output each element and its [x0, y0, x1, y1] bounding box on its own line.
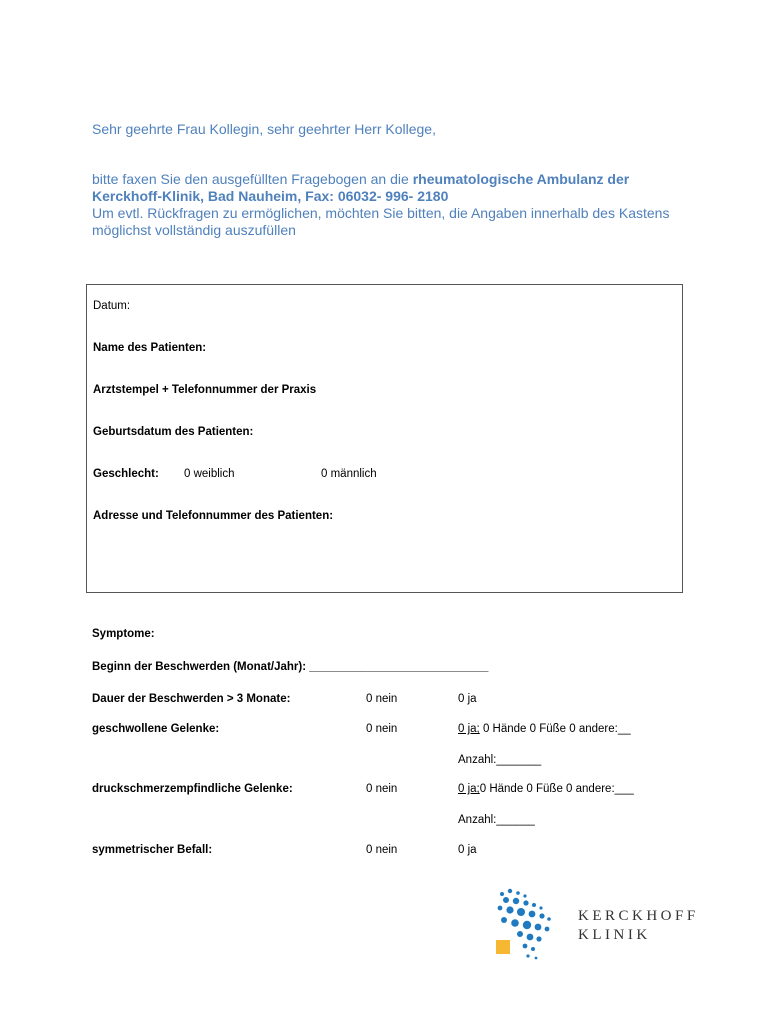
logo-dots-icon: [492, 886, 572, 966]
geschwollen-ja[interactable]: 0 ja;: [458, 723, 480, 735]
arztstempel-label: Arztstempel + Telefonnummer der Praxis: [93, 384, 317, 396]
druckschmerz-ja-row: [458, 783, 634, 795]
druckschmerz-nein[interactable]: 0 nein: [366, 783, 398, 795]
symptome-heading: Symptome:: [92, 628, 155, 640]
geschlecht-label: Geschlecht:: [93, 468, 159, 480]
druckschmerz-label: druckschmerzempfindliche Gelenke:: [92, 783, 293, 795]
option-maennlich[interactable]: 0 männlich: [321, 468, 377, 480]
salutation: Sehr geehrte Frau Kollegin, sehr geehrter Herr Kollege,: [92, 121, 436, 137]
symmetrisch-label: symmetrischer Befall:: [92, 844, 213, 856]
option-weiblich[interactable]: 0 weiblich: [184, 468, 235, 480]
geschwollen-ja-row: [458, 723, 631, 735]
geschwollen-anzahl: Anzahl:_______: [458, 754, 542, 766]
kerckhoff-logo: [492, 886, 722, 966]
symmetrisch-ja[interactable]: 0 ja: [458, 844, 477, 856]
symmetrisch-nein[interactable]: 0 nein: [366, 844, 398, 856]
intro-clinic-fax: rheumatologische Ambulanz der Kerckhoff-Klinik, Bad Nauheim, Fax: 06032- 996- 2180: [92, 171, 630, 204]
beginn-label: Beginn der Beschwerden (Monat/Jahr): ____________________________: [92, 661, 489, 673]
patient-name-label: Name des Patienten:: [93, 342, 207, 354]
logo-text-klinik: KLINIK: [578, 927, 651, 943]
intro-text-2: Um evtl. Rückfragen zu ermöglichen, möchten Sie bitten, die Angaben innerhalb des Kastens möglichst vollständig auszufüllen: [92, 205, 670, 238]
geburtsdatum-label: Geburtsdatum des Patienten:: [93, 426, 254, 438]
geschwollen-andere-blank: :__: [614, 723, 631, 735]
druckschmerz-detail: 0 Hände 0 Füße 0 andere:___: [479, 783, 634, 795]
druckschmerz-ja[interactable]: 0 ja;: [458, 783, 480, 795]
logo-text-kerckhoff: KERCKHOFF: [578, 908, 699, 924]
druckschmerz-anzahl: Anzahl:______: [458, 814, 535, 826]
adresse-label: Adresse und Telefonnummer des Patienten:: [93, 510, 334, 522]
geschwollen-detail: 0 Hände 0 Füße 0 andere: [479, 723, 615, 735]
intro-text-1: bitte faxen Sie den ausgefüllten Fragebogen an die: [92, 171, 413, 187]
dauer-nein[interactable]: 0 nein: [366, 693, 398, 705]
dauer-ja[interactable]: 0 ja: [458, 693, 477, 705]
dauer-label: Dauer der Beschwerden > 3 Monate:: [92, 693, 291, 705]
geschwollen-nein[interactable]: 0 nein: [366, 723, 398, 735]
datum-label: Datum:: [93, 300, 131, 312]
geschwollen-label: geschwollene Gelenke:: [92, 723, 220, 735]
logo-square: [496, 940, 510, 954]
patient-info-box: [86, 284, 683, 593]
intro-paragraph: [92, 171, 692, 239]
